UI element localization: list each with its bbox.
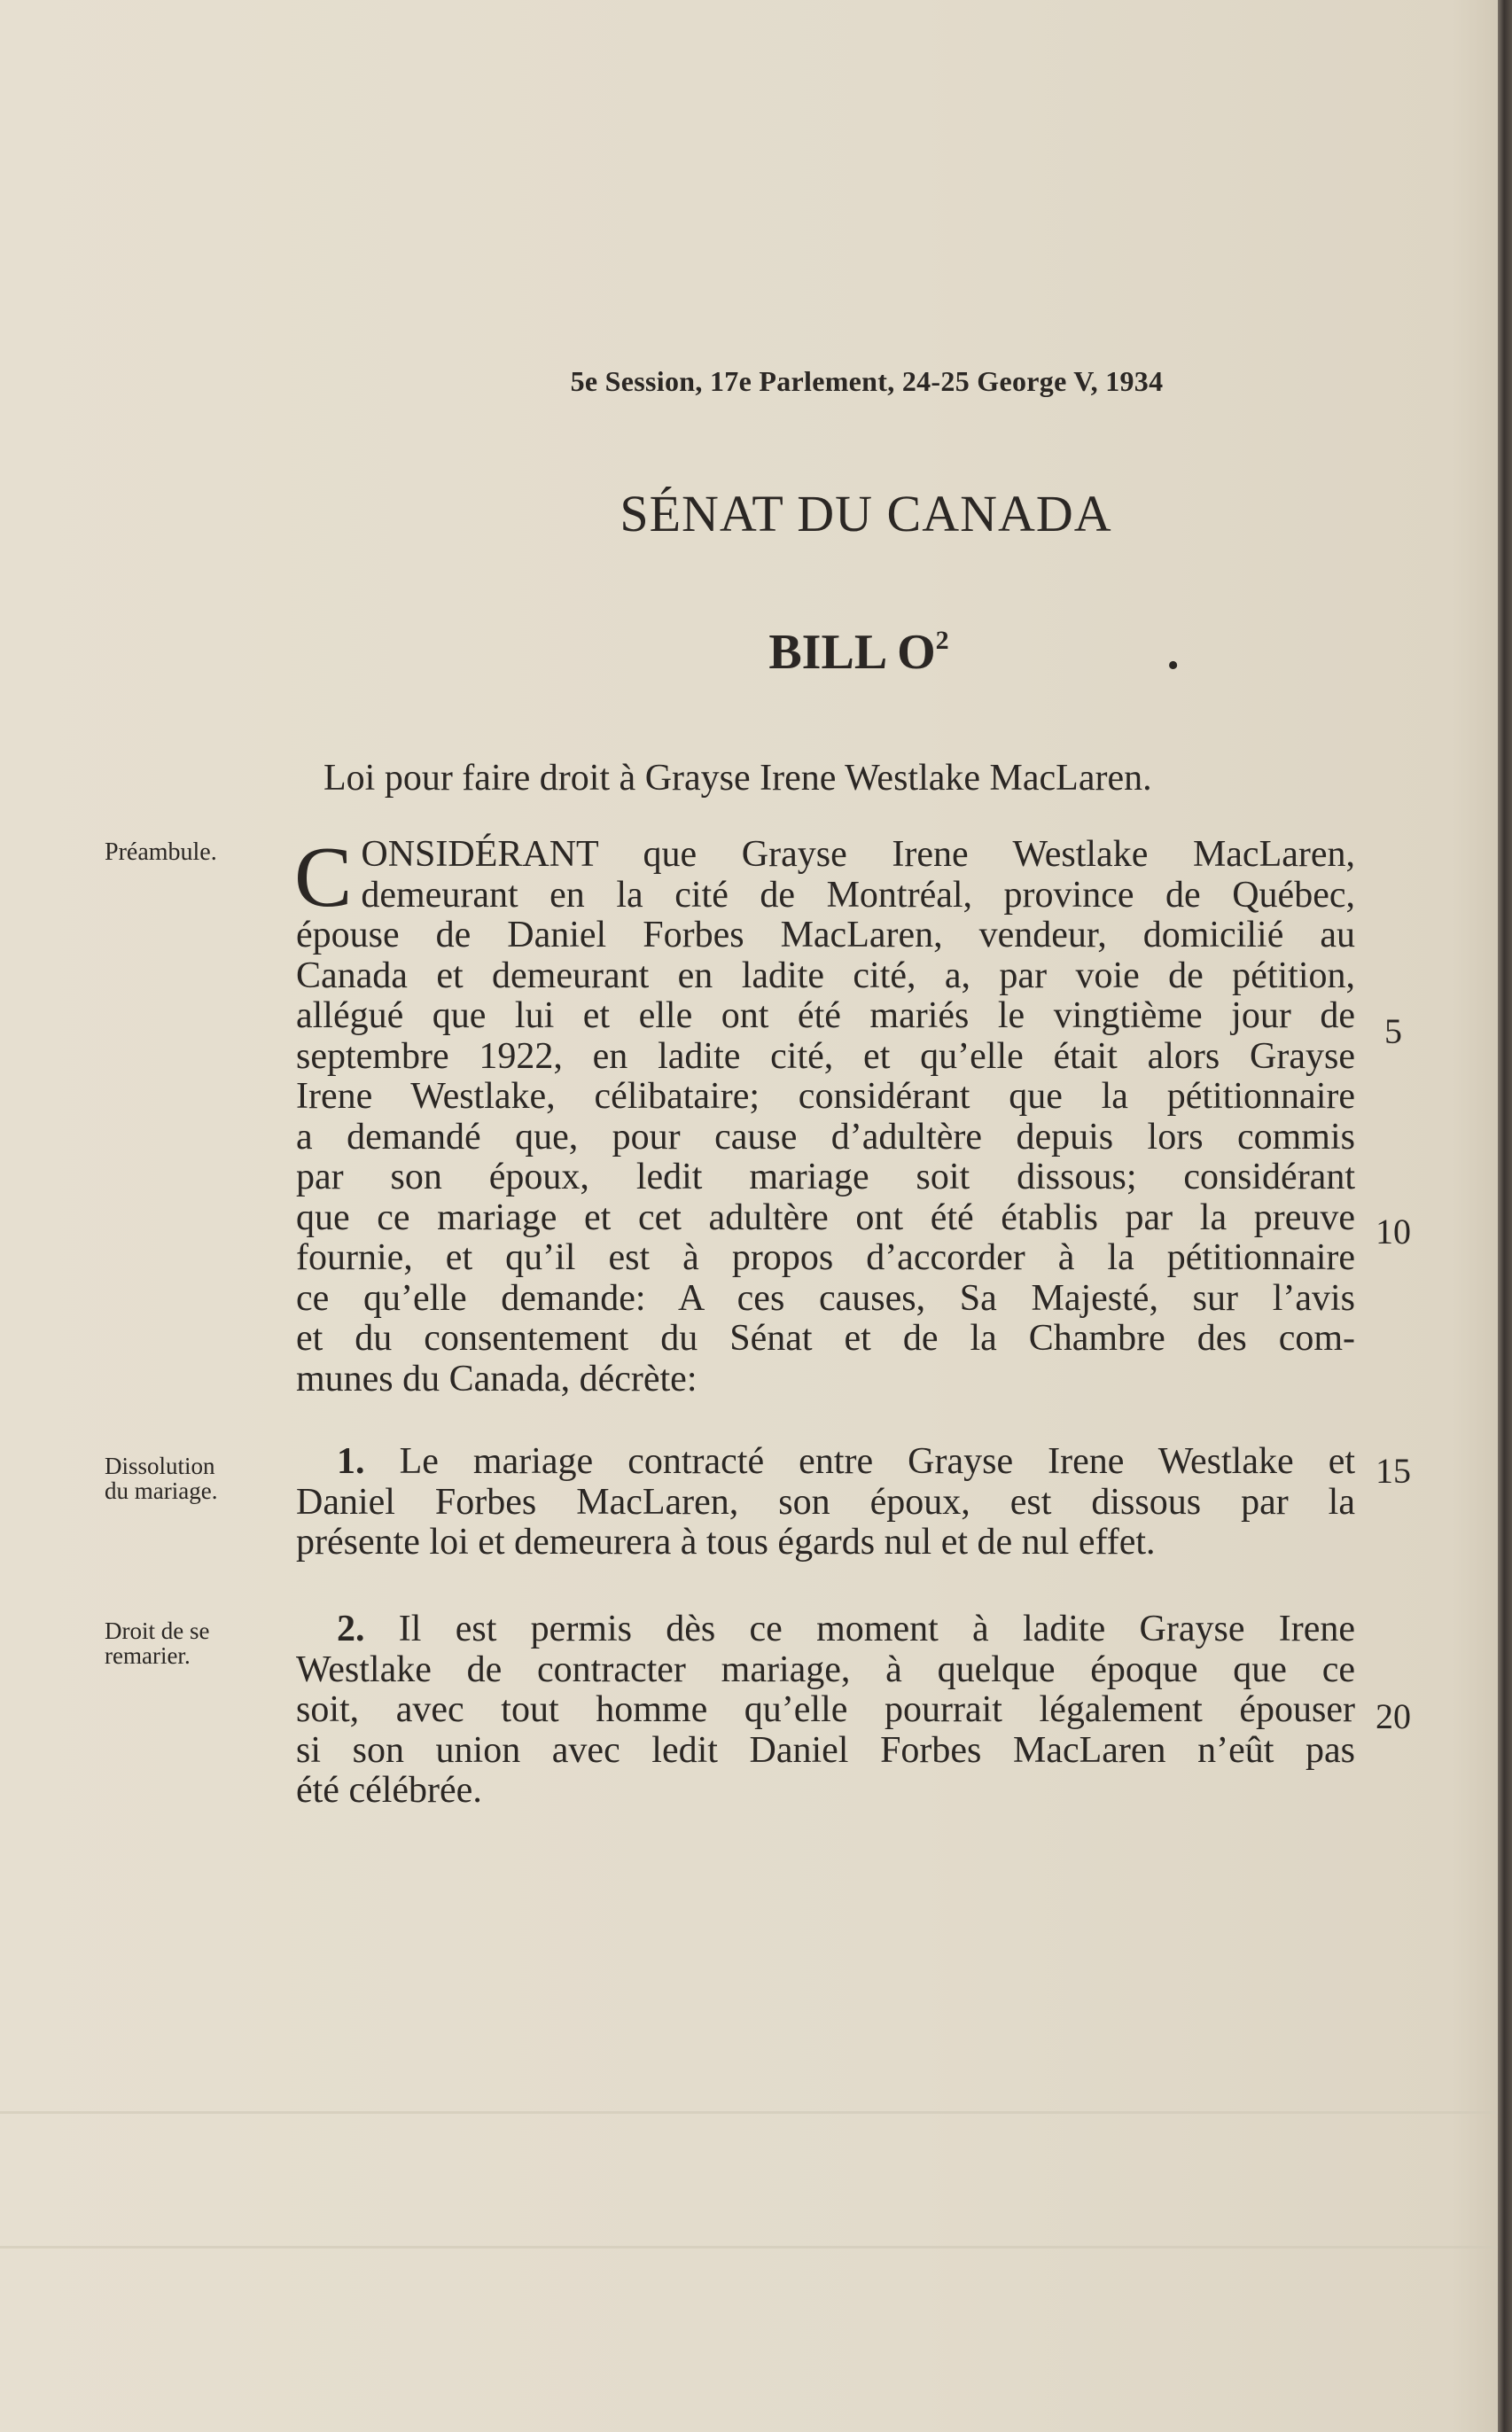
section-2-paragraph [296, 1610, 1355, 1812]
preamble-paragraph [294, 830, 1355, 1399]
act-title: Loi pour faire droit à Grayse Irene Westlake MacLaren. [323, 758, 1152, 799]
line-number: 5 [1384, 1011, 1402, 1051]
bill-title: BILL $O^2$ . [768, 625, 1180, 680]
text-line: 1. Le mariage contracté entre Grayse Irene Westlake et [337, 1441, 1355, 1482]
text-line: et du consentement du Sénat et de la Chambre des com- [296, 1318, 1355, 1359]
text-line: par son époux, ledit mariage soit dissous; considérant [296, 1157, 1355, 1197]
text-line: demeurant en la cité de Montréal, province de Québec, [361, 874, 1355, 916]
text-line: 2. Il est permis dès ce moment à ladite Grayse Irene [337, 1609, 1356, 1649]
text-line: ONSIDÉRANT que Grayse Irene Westlake MacLaren, [361, 834, 1355, 875]
text-line: Daniel Forbes MacLaren, son époux, est dissous par la [296, 1481, 1355, 1523]
text-line: allégué que lui et elle ont été mariés le vingtième jour de [296, 995, 1355, 1036]
margin-note-dissolution: Dissolution du mariage. [105, 1453, 218, 1504]
line-number: 10 [1376, 1212, 1411, 1251]
text-line: a demandé que, pour cause d’adultère depuis lors commis [296, 1116, 1355, 1158]
text-line: septembre 1922, en ladite cité, et qu’elle était alors Grayse [296, 1035, 1355, 1077]
chamber-title: SÉNAT DU CANADA [620, 485, 1112, 542]
section-number: 1. [337, 1441, 365, 1482]
text-line: que ce mariage et cet adultère ont été établis par la preuve [296, 1197, 1355, 1238]
text-line: présente loi et demeurera à tous égards nul et de nul effet. [296, 1522, 1156, 1563]
text-line: si son union avec ledit Daniel Forbes MacLaren n’eût pas [296, 1729, 1355, 1771]
line-number: 15 [1376, 1451, 1411, 1491]
text-line: Westlake de contracter mariage, à quelque époque que ce [296, 1649, 1355, 1690]
bleed-through-line [0, 2246, 1512, 2249]
text-line: fournie, et qu’il est à propos d’accorder à la pétitionnaire [296, 1237, 1355, 1278]
text-line: Irene Westlake, célibataire; considérant que la pétitionnaire [296, 1076, 1355, 1117]
text-line: soit, avec tout homme qu’elle pourrait légalement épouser [296, 1689, 1355, 1730]
section-number: 2. [337, 1609, 365, 1649]
text-line: ce qu’elle demande: A ces causes, Sa Majesté, sur l’avis [296, 1277, 1355, 1319]
margin-note-preamble: Préambule. [105, 838, 217, 866]
session-header: 5e Session, 17e Parlement, 24-25 George V, 1934 [570, 365, 1164, 397]
drop-cap: C [294, 830, 353, 925]
text-line: Canada et demeurant en ladite cité, a, par voie de pétition, [296, 955, 1355, 996]
section-1-paragraph [296, 1442, 1355, 1563]
binding-edge [1498, 0, 1512, 2432]
text-line: munes du Canada, décrète: [296, 1358, 698, 1399]
bleed-through-line [0, 2111, 1512, 2114]
text-line: été célébrée. [296, 1770, 482, 1811]
text-line: épouse de Daniel Forbes MacLaren, vendeur, domicilié au [296, 915, 1355, 955]
line-number: 20 [1376, 1696, 1411, 1736]
bill-superscript: 2 [935, 626, 949, 655]
margin-note-remarriage: Droit de se remarier. [105, 1617, 210, 1669]
